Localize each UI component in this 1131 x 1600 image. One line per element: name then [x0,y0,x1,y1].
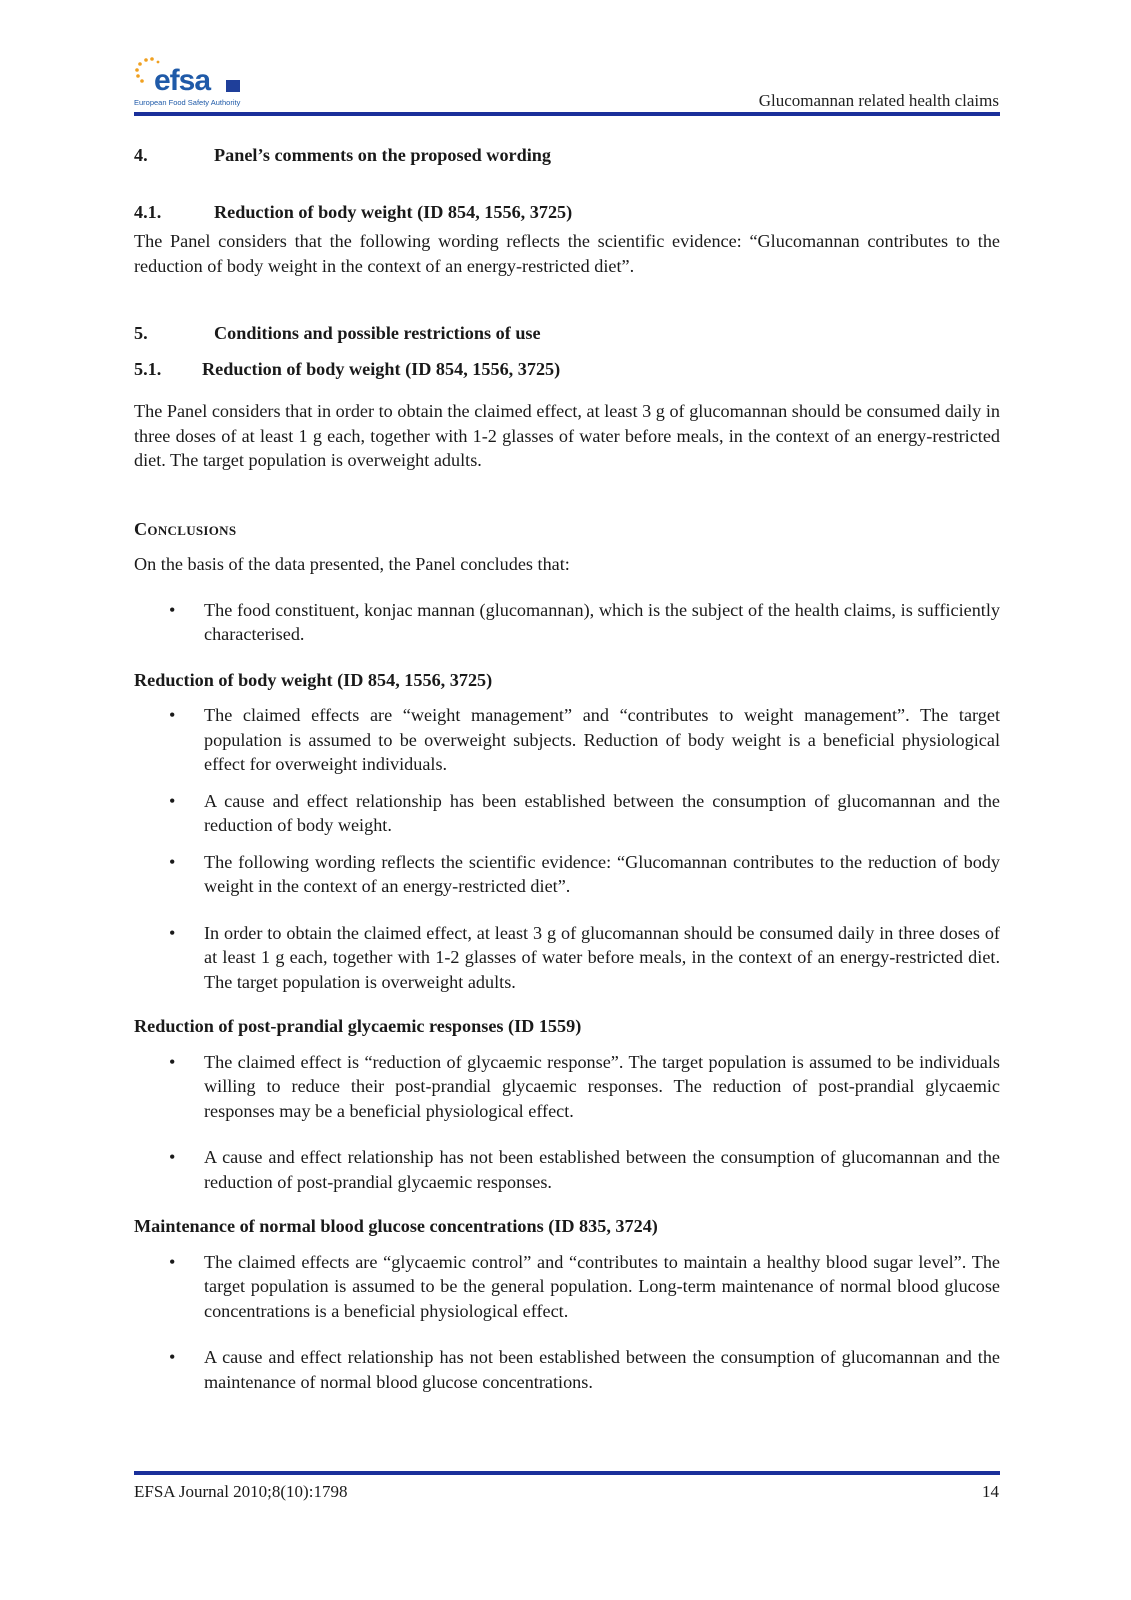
bullet-icon: • [169,599,176,620]
section-4-1-heading [134,200,1000,225]
list-item [134,598,1000,647]
eu-flag-icon [226,80,240,92]
list-item-text: A cause and effect relationship has been established between the consumption of glucomannan and the reduction of body weight. [204,790,1000,835]
journal-citation: EFSA Journal 2010;8(10):1798 [134,1482,348,1501]
group-bullet-list [134,1250,1000,1395]
bullet-icon: • [169,1147,176,1167]
conclusions-intro: On the basis of the data presented, the Panel concludes that: [134,554,570,574]
efsa-logo [134,56,254,112]
list-item [134,1345,1000,1394]
bullet-icon: • [169,851,176,872]
list-item-text: A cause and effect relationship has not been established between the consumption of glucomannan and the reduction of post-prandial glycaemic responses. [204,1147,1000,1192]
section-title: Panel’s comments on the proposed wording [214,145,551,165]
section-number: 4. [134,145,148,165]
section-5-heading [134,321,1000,346]
footer-rule [134,1471,1000,1475]
list-item [134,1250,1000,1324]
bullet-icon: • [169,1347,176,1367]
list-item-text: The claimed effect is “reduction of glycaemic response”. The target population is assumed to be individuals willing to reduce their post-prandial glycaemic responses. The reduction of post-prandial glycaemic responses may be a beneficial physiological effect. [204,1051,1000,1121]
logo-subtitle: European Food Safety Authority [134,98,241,107]
list-item-text: The food constituent, konjac mannan (glucomannan), which is the subject of the health claims, is sufficiently characterised. [204,599,1000,644]
logo-wordmark: efsa [154,64,211,97]
list-item [134,921,1000,995]
section-title: Conditions and possible restrictions of use [214,323,541,343]
conclusions-heading: Conclusions [134,518,237,539]
list-item-text: In order to obtain the claimed effect, at least 3 g of glucomannan should be consumed daily in three doses of at least 1 g each, together with 1-2 glasses of water before meals, in the context of an energy-restricted diet. The target population is overweight adults. [204,922,1000,992]
bullet-icon: • [169,1251,176,1272]
group-heading: Reduction of body weight (ID 854, 1556, 3725) [134,669,493,690]
section-title: Reduction of body weight (ID 854, 1556, 3725) [202,358,561,379]
bullet-icon: • [169,922,176,943]
group-bullet-list [134,1050,1000,1195]
section-title: Reduction of body weight (ID 854, 1556, 3725) [214,201,573,222]
section-5-1-text: The Panel considers that in order to obtain the claimed effect, at least 3 g of glucomannan should be consumed daily in three doses of at least 1 g each, together with 1-2 glasses of water before meals, in the context of an energy-restricted diet. The target population is overweight adults. [134,401,1000,470]
list-item [134,789,1000,838]
bullet-icon: • [169,705,176,725]
section-5-1-heading [134,357,1000,382]
list-item-text: A cause and effect relationship has not been established between the consumption of glucomannan and the maintenance of normal blood glucose concentrations. [204,1347,1000,1392]
section-4-1-text: The Panel considers that the following wording reflects the scientific evidence: “Glucomannan contributes to the reduction of body weight in the context of an energy-restricted diet”. [134,231,1000,276]
running-title: Glucomannan related health claims [758,91,999,110]
section-number: 4.1. [134,201,162,222]
list-item [134,1145,1000,1194]
group-bullet-list [134,703,1000,994]
general-bullet-list [134,598,1000,647]
group-heading: Maintenance of normal blood glucose concentrations (ID 835, 3724) [134,1216,658,1236]
list-item-text: The following wording reflects the scientific evidence: “Glucomannan contributes to the reduction of body weight in the context of an energy-restricted diet”. [204,851,1000,896]
list-item [134,703,1000,777]
section-4-heading [134,143,1000,168]
document-body [134,143,1000,1394]
list-item [134,850,1000,899]
section-number: 5.1. [134,358,162,379]
header-rule [134,112,1000,116]
bullet-icon: • [169,790,176,811]
list-item [134,1050,1000,1124]
group-heading: Reduction of post-prandial glycaemic responses (ID 1559) [134,1016,582,1036]
section-number: 5. [134,323,148,343]
page-number: 14 [982,1482,999,1501]
bullet-icon: • [169,1051,176,1072]
list-item-text: The claimed effects are “glycaemic control” and “contributes to maintain a healthy blood sugar level”. The target population is assumed to be the general population. Long-term maintenance of normal blood glucose concentrations is a beneficial physiological effect. [204,1251,1000,1321]
list-item-text: The claimed effects are “weight management” and “contributes to weight management”. The target population is assumed to be overweight subjects. Reduction of body weight is a beneficial physiological effect for overweight individuals. [204,705,1000,774]
